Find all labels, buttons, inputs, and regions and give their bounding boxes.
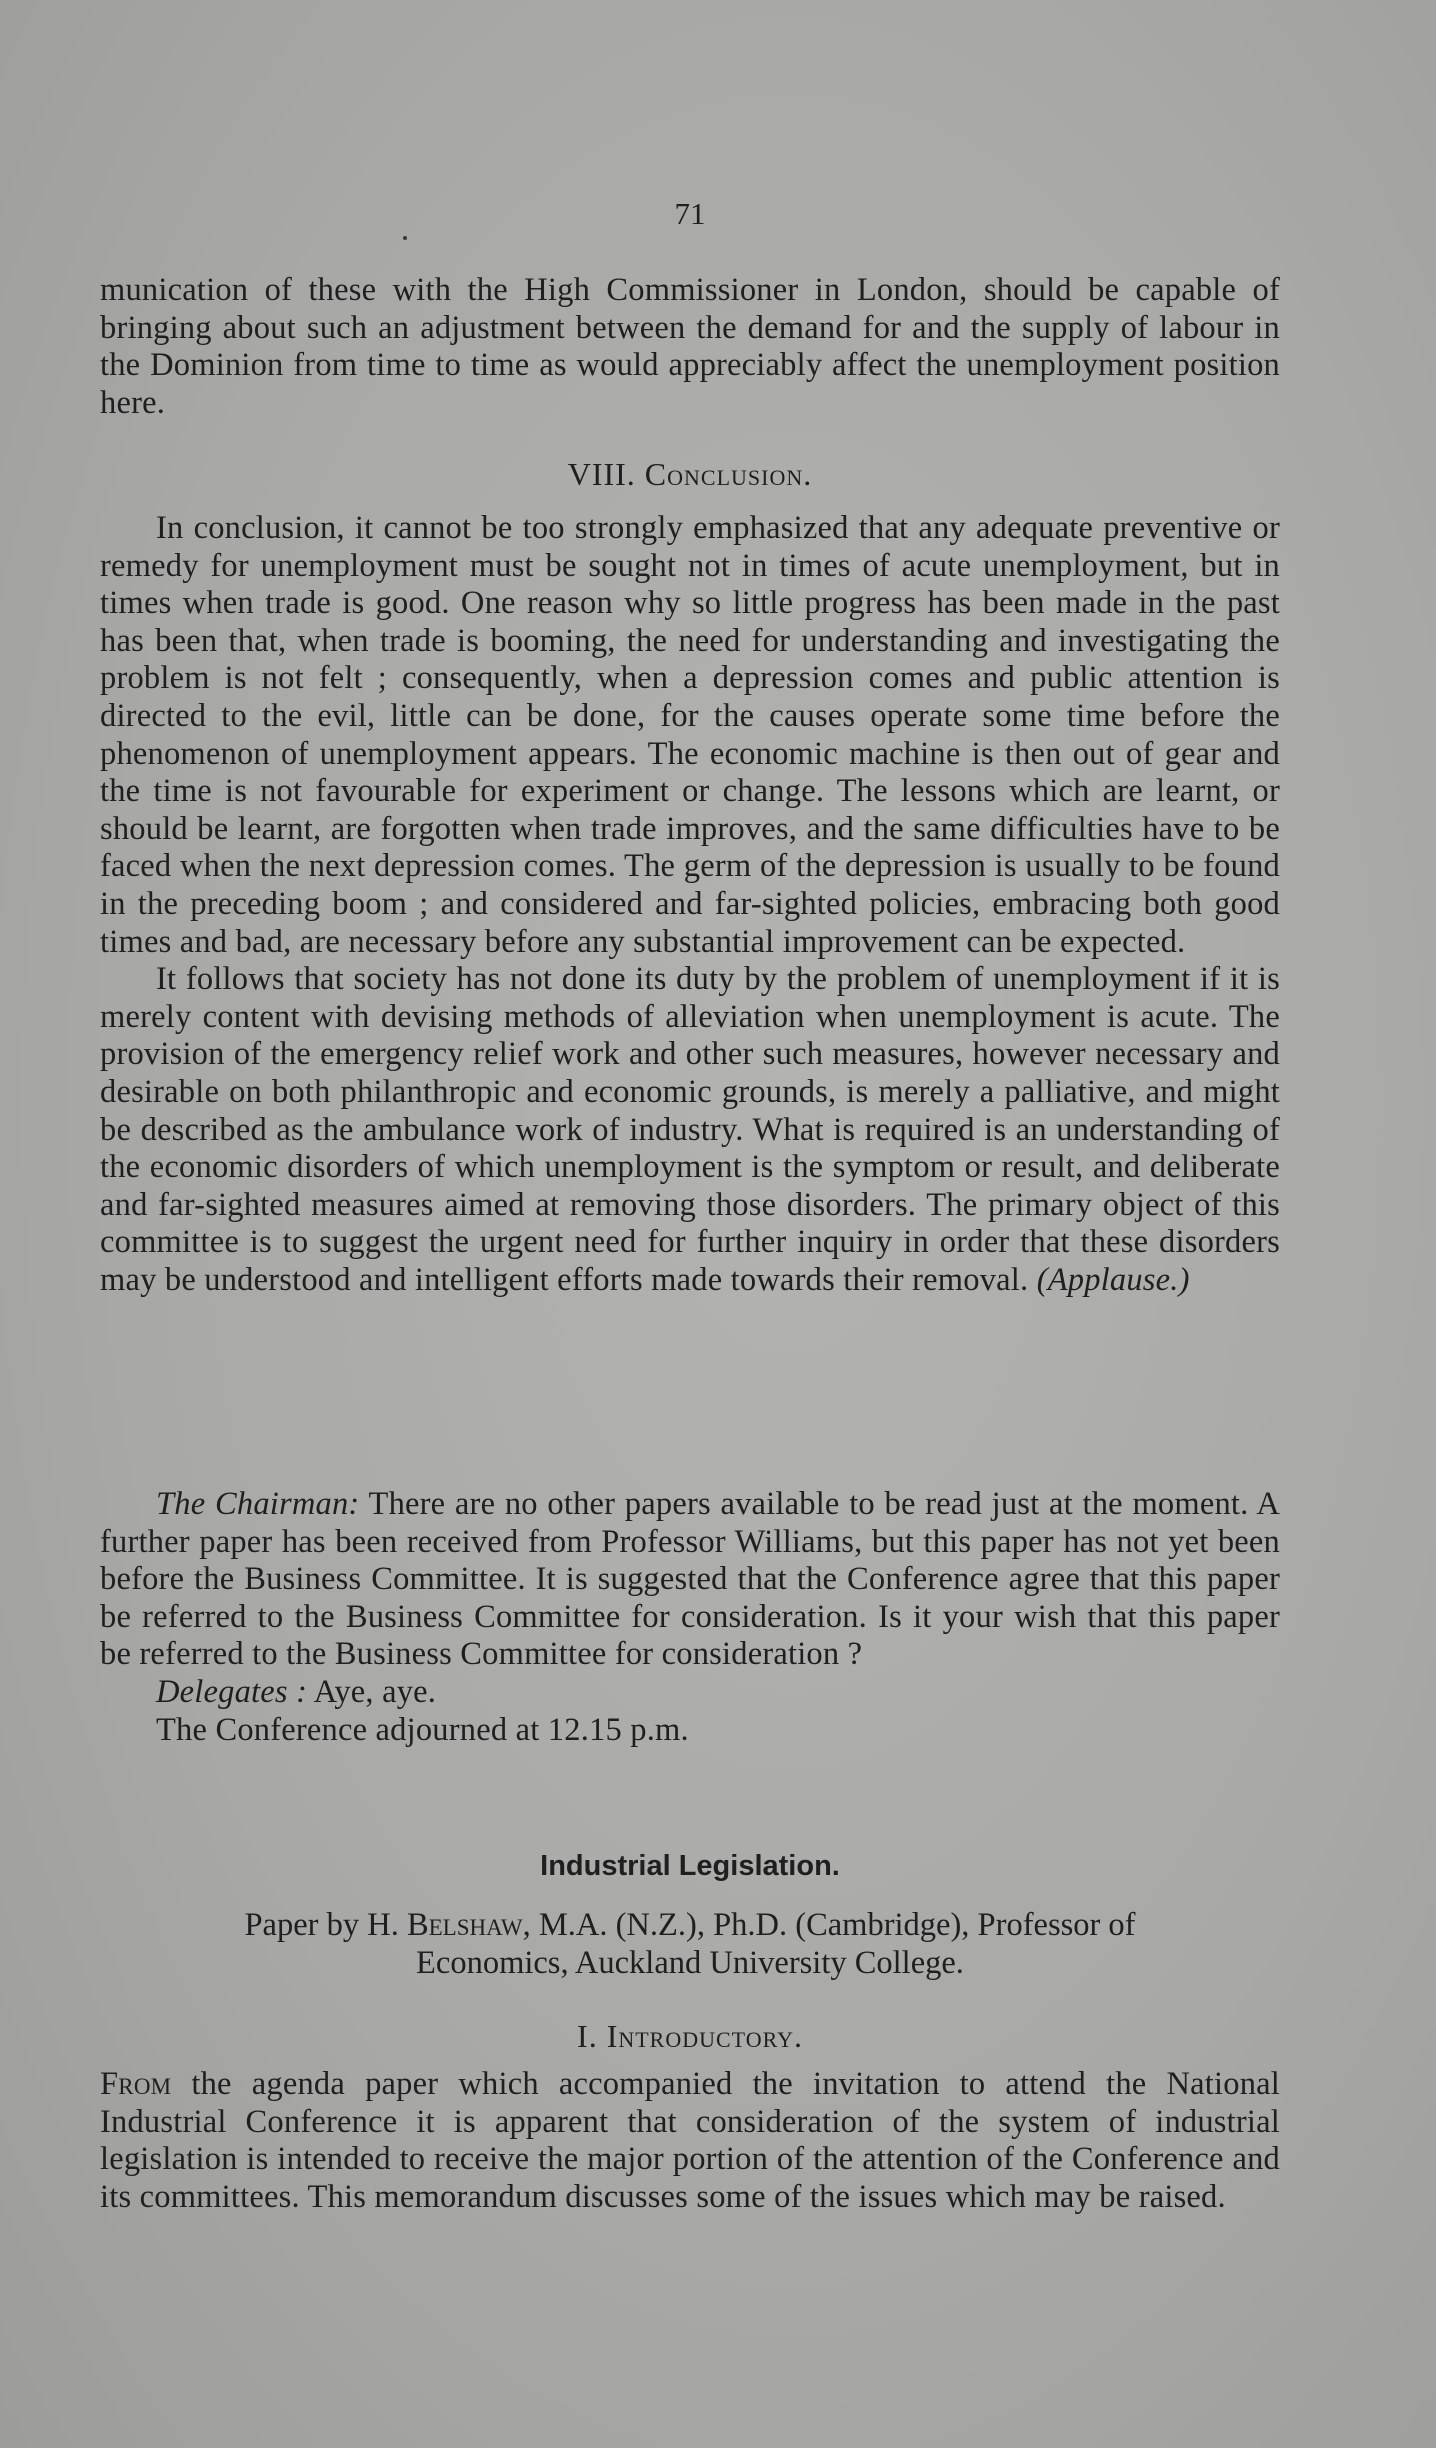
introductory-lead: From: [100, 2066, 172, 2102]
applause-note: (Applause.): [1036, 1261, 1190, 1298]
conclusion-paragraph-1: In conclusion, it cannot be too strongly emphasized that any adequate preventive or remedy for unemployment must be sought not in times of acute unemployment, but in times when trade is good. One reason why so little progress has been made in the past has been that, when trade is booming, the need for understanding and investigating the problem is not felt ; consequently, when a depression comes and public attention is directed to the evil, little can be done, for the causes operate some time before the phenomenon of unemployment appears. The economic machine is then out of gear and the time is not favourable for experiment or change. The lessons which are learnt, or should be learnt, are forgotten when trade improves, and the same difficulties have to be faced when the next depression comes. The germ of the depression is usually to be found in the preceding boom ; and considered and far-sighted policies, embracing both good times and bad, are necessary before any substantial improvement can be expected.: [100, 510, 1280, 960]
byline-author: H. Belshaw,: [367, 1907, 531, 1943]
chairman-paragraph: [100, 1486, 1280, 1674]
byline-line-1: [100, 1906, 1280, 1944]
conclusion-heading: VIII. Conclusion.: [567, 456, 813, 492]
intro-paragraph: munication of these with the High Commissioner in London, should be capable of bringing about such an adjustment between the demand for and the supply of labour in the Dominion from time to time as would appreciably affect the unemployment position here.: [100, 272, 1280, 421]
ink-speck: [403, 236, 407, 240]
conclusion-paragraph-2: [100, 961, 1280, 1299]
delegates-text: Aye, aye.: [313, 1673, 437, 1710]
document-page: [100, 0, 1280, 2448]
chairman-text: There are no other papers available to be read just at the moment. A further paper has been received from Professor Williams, but this paper has not yet been before the Business Committee. It is suggested that the Conference agree that this paper be referred to the Business Committee for consideration. Is it your wish that this paper be referred to the Business Committee for consideration ?: [100, 1486, 1281, 1673]
chairman-speaker: The Chairman:: [156, 1486, 360, 1522]
delegates-paragraph: [100, 1674, 1280, 1712]
introductory-paragraph: [100, 2066, 1280, 2216]
page-number: 71: [674, 196, 706, 231]
adjourned-paragraph: The Conference adjourned at 12.15 p.m.: [156, 1711, 689, 1748]
introductory-block: [100, 2066, 1280, 2216]
section-title: Industrial Legislation.: [540, 1850, 840, 1882]
byline-line-2: Economics, Auckland University College.: [416, 1945, 964, 1981]
byline: [100, 1906, 1280, 1982]
byline-rest: M.A. (N.Z.), Ph.D. (Cambridge), Professor of: [538, 1907, 1136, 1943]
conclusion-block: [100, 510, 1280, 1299]
delegates-speaker: Delegates :: [156, 1673, 308, 1710]
intro-paragraph-block: [100, 272, 1280, 422]
introductory-heading: I. Introductory.: [577, 2018, 803, 2054]
introductory-text: the agenda paper which accompanied the invitation to attend the National Industrial Conference it is apparent that consideration of the system of industrial legislation is intended to receive the major portion of the attention of the Conference and its committees. This memorandum discusses some of the issues which may be raised.: [100, 2066, 1280, 2215]
chairman-block: [100, 1486, 1280, 1749]
conclusion-paragraph-2-text: It follows that society has not done its duty by the problem of unemployment if it is merely content with devising methods of alleviation when unemployment is acute. The provision of the emergency relief work and other such measures, however necessary and desirable on both philanthropic and economic grounds, is merely a palliative, and might be described as the ambulance work of industry. What is required is an understanding of the economic disorders of which unemployment is the symptom or result, and deliberate and far-sighted measures aimed at removing those disorders. The primary object of this committee is to suggest the urgent need for further inquiry in order that these disorders may be understood and intelligent efforts made towards their removal.: [100, 961, 1280, 1298]
byline-prefix: Paper by: [244, 1907, 360, 1943]
